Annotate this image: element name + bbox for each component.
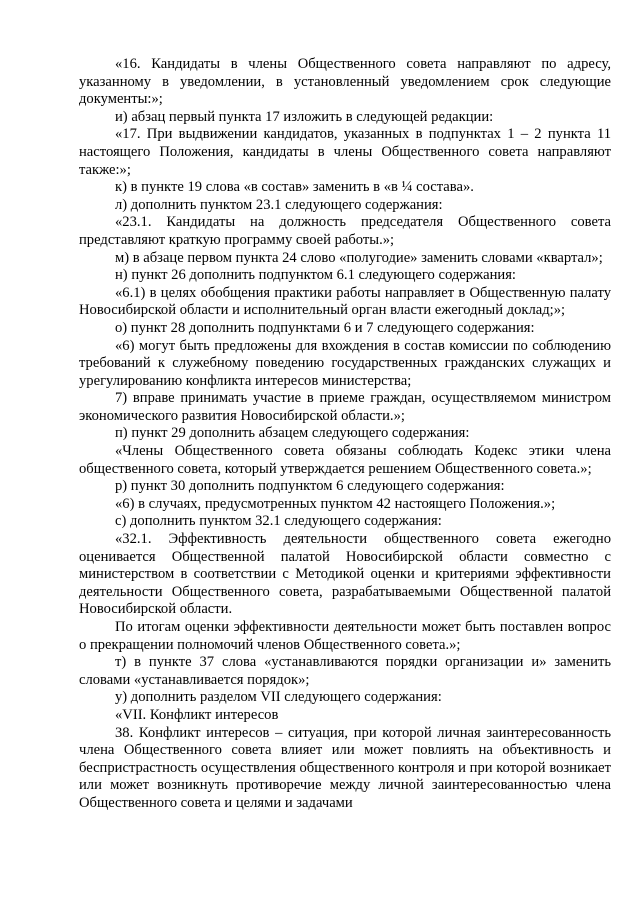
paragraph-subpoint-p: п) пункт 29 дополнить абзацем следующего содержания:: [115, 425, 470, 442]
paragraph-subpoint-s: с) дополнить пунктом 32.1 следующего содержания:: [115, 513, 442, 530]
paragraph-subpoint-m: м) в абзаце первом пункта 24 слово «полугодие» заменить словами «квартал»;: [115, 249, 603, 266]
paragraph-subpoint-t: т) в пункте 37 слова «устанавливаются порядки организации и» заменить словами «устанавливается порядок»;: [79, 654, 611, 688]
paragraph-evaluation-results: По итогам оценки эффективности деятельности может быть поставлен вопрос о прекращении полномочий членов Общественного совета.»;: [79, 619, 611, 653]
paragraph-item-6-1: «6.1) в целях обобщения практики работы направляет в Общественную палату Новосибирской области и исполнительный орган власти ежегодный доклад;»;: [79, 284, 611, 319]
paragraph-ethics-code: «Члены Общественного совета обязаны соблюдать Кодекс этики члена общественного совета, который утверждается решением Общественного совета.»;: [79, 443, 611, 477]
paragraph-subpoint-u: у) дополнить разделом VII следующего содержания:: [115, 689, 442, 706]
paragraph-item-32-1: «32.1. Эффективность деятельности общественного совета ежегодно оценивается Общественной палатой Новосибирской области совместно с министерством в соответствии с Методикой оценки и критериями эффективности деятельности Общественного совета, разрабатываемыми Общественной палатой Новосибирской области.: [79, 531, 611, 618]
paragraph-item-16: «16. Кандидаты в члены Общественного совета направляют по адресу, указанному в уведомлении, в установленный уведомлением срок следующие документы:»;: [79, 56, 611, 108]
paragraph-subpoint-n: н) пункт 26 дополнить подпунктом 6.1 следующего содержания:: [115, 267, 516, 284]
document-page: [79, 56, 611, 813]
section-heading-vii: «VII. Конфликт интересов: [115, 706, 279, 723]
paragraph-subpoint-o: о) пункт 28 дополнить подпунктами 6 и 7 следующего содержания:: [115, 319, 535, 336]
paragraph-subpoint-r: р) пункт 30 дополнить подпунктом 6 следующего содержания:: [115, 478, 505, 495]
paragraph-item-38: 38. Конфликт интересов – ситуация, при которой личная заинтересованность члена Общественного совета влияет или может повлиять на объективность и беспристрастность осуществления общественного контроля и при которой возникает или может возникнуть противоречие между личной заинтересованностью члена Общественного совета и целями и задачами: [79, 724, 611, 811]
paragraph-item-17: «17. При выдвижении кандидатов, указанных в подпунктах 1 – 2 пункта 11 настоящего Положения, кандидаты в члены Общественного совета направляют также:»;: [79, 126, 611, 178]
paragraph-subpoint-i: и) абзац первый пункта 17 изложить в следующей редакции:: [115, 108, 494, 125]
paragraph-item-7: 7) вправе принимать участие в приеме граждан, осуществляемом министром экономического развития Новосибирской области.»;: [79, 390, 611, 424]
paragraph-subpoint-l: л) дополнить пунктом 23.1 следующего содержания:: [115, 196, 443, 213]
paragraph-item-6: «6) могут быть предложены для вхождения в состав комиссии по соблюдению требований к служебному поведению государственных гражданских служащих и урегулированию конфликта интересов министерства;: [79, 337, 611, 389]
paragraph-item-6-cases: «6) в случаях, предусмотренных пунктом 42 настоящего Положения.»;: [115, 495, 556, 512]
paragraph-subpoint-k: к) в пункте 19 слова «в состав» заменить в «в ¼ состава».: [115, 179, 474, 196]
paragraph-item-23-1: «23.1. Кандидаты на должность председателя Общественного совета представляют краткую программу своей работы.»;: [79, 214, 611, 248]
